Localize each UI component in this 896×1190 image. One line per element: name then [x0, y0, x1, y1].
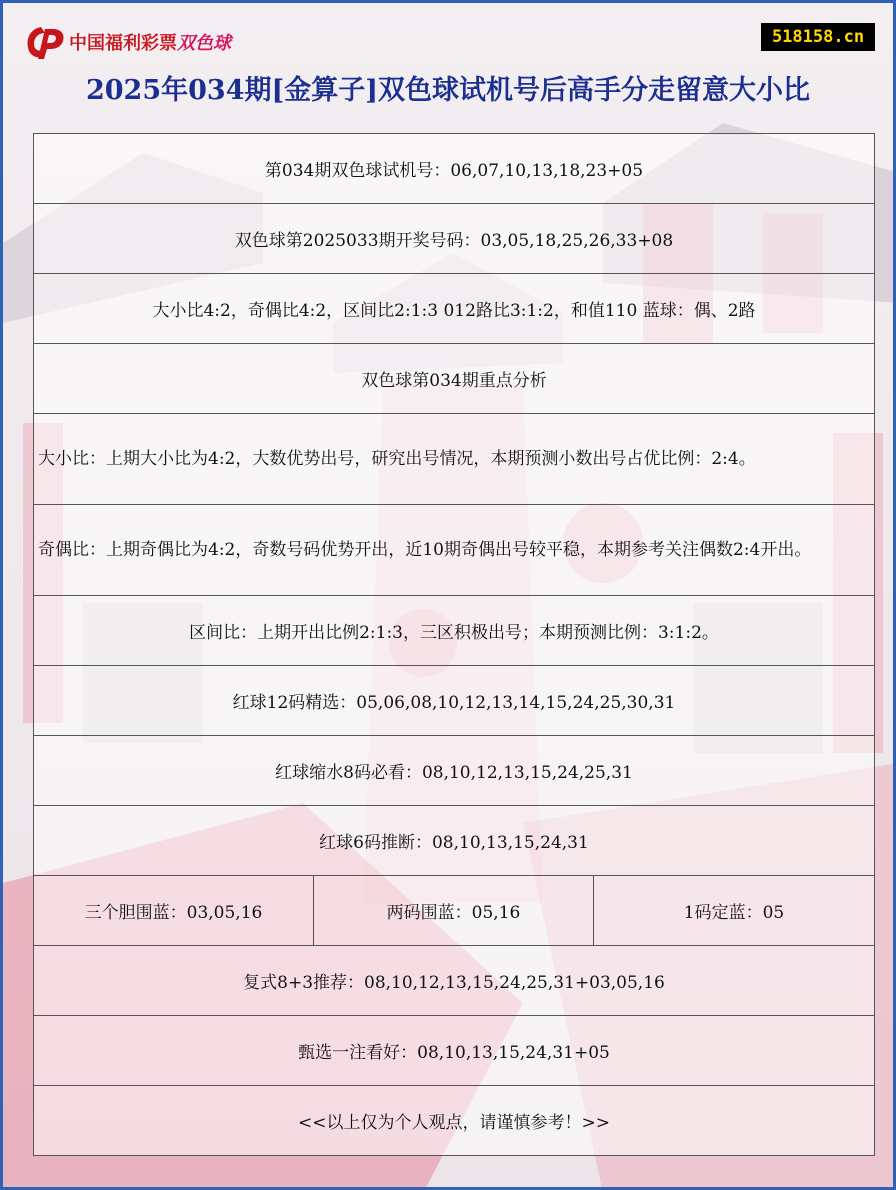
site-badge[interactable]: 518158.cn: [761, 23, 875, 51]
table-row: [34, 505, 875, 596]
cwl-logo-icon: [23, 23, 67, 61]
red-8-cell: 红球缩水8码必看：08,10,12,13,15,24,25,31: [34, 736, 875, 806]
prediction-table: [33, 133, 875, 1156]
page-title: 2025年034期[金算子]双色球试机号后高手分走留意大小比: [85, 75, 811, 106]
prev-stats-cell: 大小比4:2，奇偶比4:2，区间比2:1:3 012路比3:1:2，和值110 蓝球：偶、2路: [34, 274, 875, 344]
red-6-cell: 红球6码推断：08,10,13,15,24,31: [34, 806, 875, 876]
table-row: [34, 414, 875, 505]
odd-even-cell: 奇偶比：上期奇偶比为4:2，奇数号码优势开出，近10期奇偶出号较平稳，本期参考关注偶数2:4开出。: [34, 505, 875, 596]
red-12-cell: 红球12码精选：05,06,08,10,12,13,14,15,24,25,30,31: [34, 666, 875, 736]
logo-highlight: 双色球: [177, 33, 231, 54]
size-ratio-cell: 大小比：上期大小比为4:2，大数优势出号，研究出号情况，本期预测小数出号占优比例：2:4。: [34, 414, 875, 505]
table-row: [34, 596, 875, 666]
table-row: [34, 946, 875, 1016]
table-row: [34, 666, 875, 736]
blue-3-cell: 三个胆围蓝：03,05,16: [34, 876, 314, 946]
table-row: [34, 1016, 875, 1086]
prev-draw-cell: 双色球第2025033期开奖号码：03,05,18,25,26,33+08: [34, 204, 875, 274]
disclaimer-cell: <<以上仅为个人观点，请谨慎参考！>>: [34, 1086, 875, 1156]
zone-ratio-cell: 区间比：上期开出比例2:1:3，三区积极出号；本期预测比例：3:1:2。: [34, 596, 875, 666]
logo-text: 中国福利彩票双色球: [69, 33, 231, 54]
trial-numbers-cell: 第034期双色球试机号：06,07,10,13,18,23+05: [34, 134, 875, 204]
table-row: [34, 806, 875, 876]
single-pick-cell: 甄选一注看好：08,10,13,15,24,31+05: [34, 1016, 875, 1086]
blue-1-cell: 1码定蓝：05: [594, 876, 875, 946]
cwl-logo[interactable]: [23, 23, 231, 61]
table-row: [34, 344, 875, 414]
blue-2-cell: 两码围蓝：05,16: [314, 876, 594, 946]
compound-cell: 复式8+3推荐：08,10,12,13,15,24,25,31+03,05,16: [34, 946, 875, 1016]
table-row: [34, 876, 875, 946]
analysis-title-cell: 双色球第034期重点分析: [34, 344, 875, 414]
table-row: [34, 736, 875, 806]
table-row: [34, 1086, 875, 1156]
table-row: [34, 134, 875, 204]
table-row: [34, 204, 875, 274]
table-row: [34, 274, 875, 344]
